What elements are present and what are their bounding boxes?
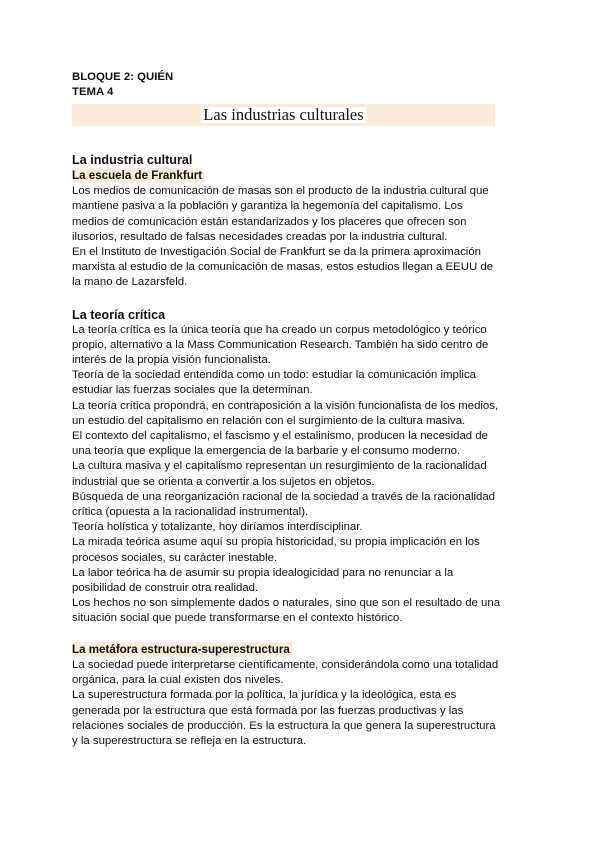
paragraph-line: un estudio del capitalismo en relación con el surgimiento de la cultura masiva. bbox=[72, 414, 466, 427]
document-page bbox=[72, 70, 532, 749]
section3-subheading: La metáfora estructura-superestructura bbox=[72, 642, 290, 656]
paragraph-line: orgánica, para la cual existen dos niveles. bbox=[72, 674, 284, 687]
paragraph-line: crítica (opuesta a la racionalidad instrumental). bbox=[72, 506, 309, 519]
paragraph-line: ilusorios, resultado de falsas necesidades creadas por la industria cultural. bbox=[72, 230, 448, 243]
section1-heading: La industria cultural bbox=[72, 153, 193, 167]
paragraph-line: La teoría crítica es la única teoría que ha creado un corpus metodológico y teórico bbox=[72, 323, 487, 336]
paragraph-line: procesos sociales, su carácter inestable. bbox=[72, 551, 278, 564]
paragraph-line: Teoría de la sociedad entendida como un todo: estudiar la comunicación implica bbox=[72, 369, 476, 382]
paragraph-line: la mano de Lazarsfeld. bbox=[72, 276, 188, 289]
paragraph-line: situación social que puede transformarse en el contexto histórico. bbox=[72, 612, 403, 625]
paragraph-line: Búsqueda de una reorganización racional de la sociedad a través de la racionalidad bbox=[72, 490, 496, 503]
paragraph-line: La sociedad puede interpretarse científicamente, considerándola como una totalidad bbox=[72, 658, 499, 671]
section2-heading: La teoría crítica bbox=[72, 307, 166, 322]
paragraph-line: La superestructura formada por la política, la jurídica y la ideológica, esta es bbox=[72, 689, 457, 702]
paragraph-line: relaciones sociales de producción. Es la estructura la que genera la superestructura bbox=[72, 719, 496, 732]
paragraph-line: La mirada teórica asume aquí su propia historicidad, su propia implicación en los bbox=[72, 536, 480, 549]
paragraph-line: Los hechos no son simplemente dados o naturales, sino que son el resultado de una bbox=[72, 597, 501, 610]
section1-subheading: La escuela de Frankfurt bbox=[72, 169, 203, 182]
paragraph-line: La labor teórica ha de asumir su propia idealogicidad para no renunciar a la bbox=[72, 566, 454, 579]
paragraph-line: El contexto del capitalismo, el fascismo y el estalinismo, producen la necesidad de bbox=[72, 430, 488, 443]
section2-body bbox=[72, 323, 532, 627]
paragraph-line: una teoría que explique la emergencia de la barbarie y el consumo moderno. bbox=[72, 445, 461, 458]
paragraph-line: Los medios de comunicación de masas son el producto de la industria cultural que bbox=[72, 185, 489, 198]
paragraph-line: industrial que se orienta a convertir a los sujetos en objetos. bbox=[72, 475, 375, 488]
paragraph-line: marxista al estudio de la comunicación de masas, estos estudios llegan a EEUU de bbox=[72, 261, 494, 274]
page-title: Las industrias culturales bbox=[203, 105, 364, 125]
paragraph-line: La teoría crítica propondrá, en contraposición a la visión funcionalista de los medios, bbox=[72, 399, 499, 412]
paragraph-line: posibilidad de construir otra realidad. bbox=[72, 582, 259, 595]
paragraph-line: mantiene pasiva a la población y garantiza la hegemonía del capitalismo. Los bbox=[72, 200, 463, 213]
title-band bbox=[72, 104, 495, 126]
paragraph-line: y la superestructura se refleja en la estructura. bbox=[72, 734, 307, 747]
paragraph-line: La cultura masiva y el capitalismo representan un resurgimiento de la racionalidad bbox=[72, 460, 487, 473]
paragraph-line: En el Instituto de Investigación Social de Frankfurt se da la primera aproximación bbox=[72, 246, 482, 259]
paragraph-line: generada por la estructura que está formada por las fuerzas productivas y las bbox=[72, 704, 464, 717]
paragraph-line: interés de la propia visión funcionalista. bbox=[72, 354, 271, 367]
paragraph-line: estudiar las fuerzas sociales que la determinan. bbox=[72, 384, 313, 397]
paragraph-line: medios de comunicación están estandarizados y los placeres que ofrecen son bbox=[72, 215, 467, 228]
bloque-label: BLOQUE 2: QUIÉN bbox=[72, 71, 174, 83]
section1-body bbox=[72, 184, 532, 290]
tema-label: TEMA 4 bbox=[72, 86, 114, 98]
section3-body bbox=[72, 658, 532, 749]
paragraph-line: propio, alternativo a la Mass Communication Research. También ha sido centro de bbox=[72, 338, 489, 351]
paragraph-line: Teoría holística y totalizante, hoy diríamos interdisciplinar. bbox=[72, 521, 363, 534]
